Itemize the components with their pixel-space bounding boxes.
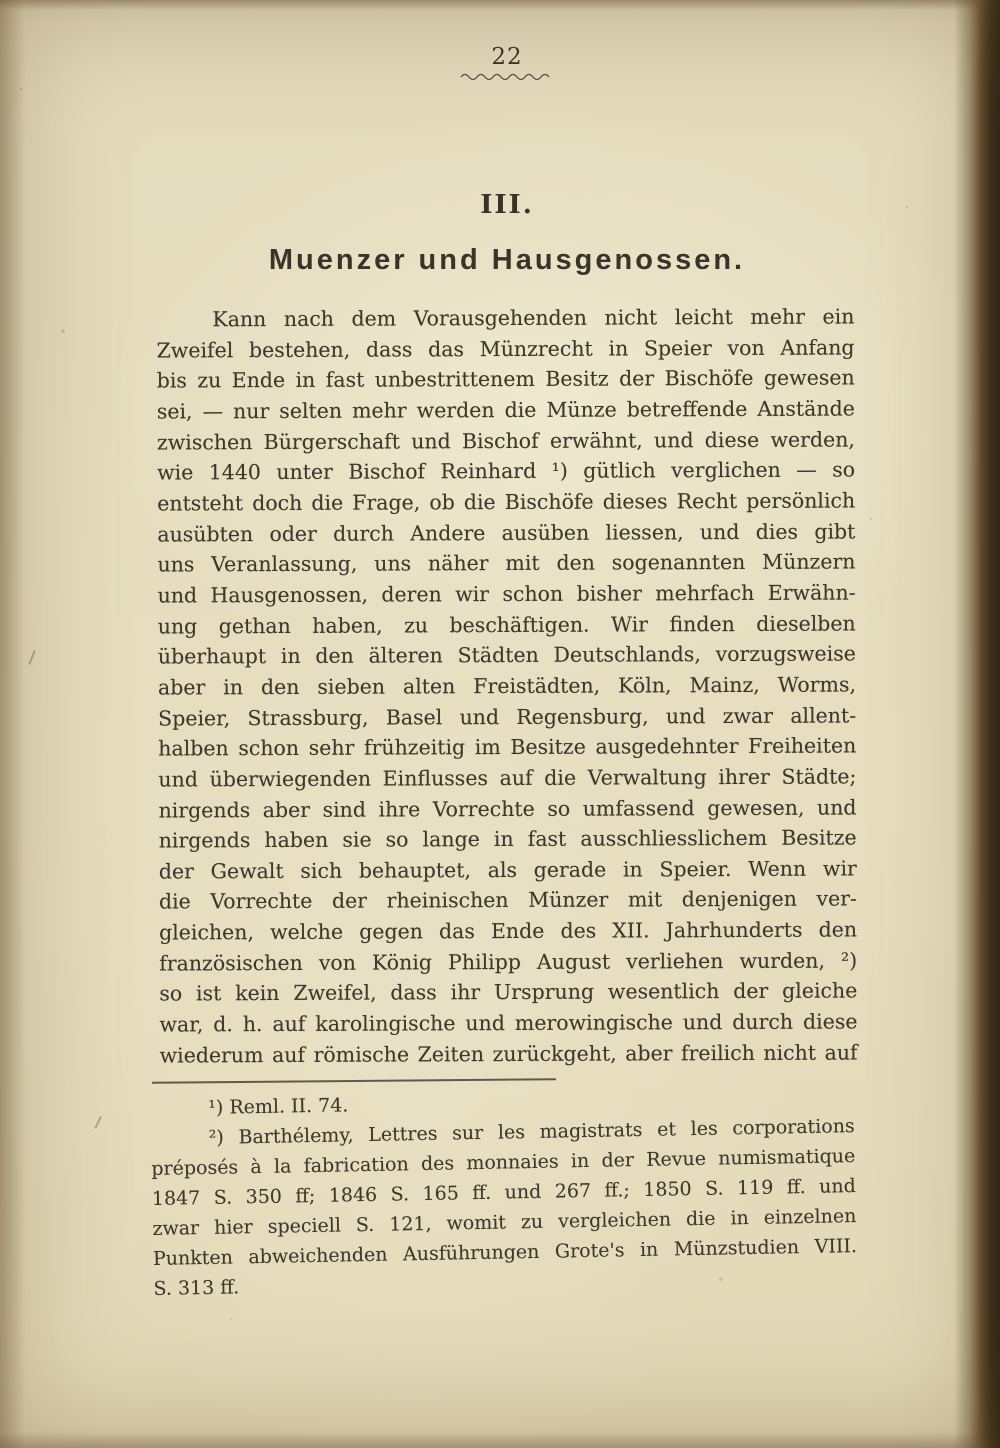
footnote-line: ²) Barthélemy, Lettres sur les magistrats et les corporations <box>208 1115 855 1149</box>
body-line: entsteht doch die Frage, ob die Bischöfe dieses Recht persönlich <box>157 488 856 516</box>
page-edge-bottom-shadow <box>0 1432 1000 1448</box>
body-line: Kann nach dem Vorausgehenden nicht leicht mehr ein <box>212 304 855 332</box>
page-header <box>158 44 856 80</box>
body-line: überhaupt in den älteren Städten Deutschlands, vorzugsweise <box>157 641 856 669</box>
body-line: französischen von König Philipp August verliehen wurden, ²) <box>159 948 858 976</box>
body-line: zwischen Bürgerschaft und Bischof erwähnt, und diese werden, <box>156 427 855 455</box>
body-line: nirgends aber sind ihre Vorrechte so umfassend gewesen, und <box>158 794 857 823</box>
page-edge-binding-shadow <box>954 0 1000 1448</box>
body-line: Speier, Strassburg, Basel und Regensburg, und zwar allent- <box>158 703 857 731</box>
body-line: wie 1440 unter Bischof Reinhard ¹) gütlich verglichen — so <box>157 457 856 485</box>
footnote-separator <box>152 1078 556 1084</box>
body-line: und Hausgenossen, deren wir schon bisher mehrfach Erwähn- <box>157 580 856 608</box>
footnote-line: 1847 S. 350 ff; 1846 S. 165 ff. und 267 ff.; 1850 S. 119 ff. und <box>151 1175 857 1210</box>
body-line: gleichen, welche gegen das Ende des XII. Jahrhunderts den <box>159 917 858 945</box>
body-line: bis zu Ende in fast unbestrittenem Besitz der Bischöfe gewesen <box>156 365 855 393</box>
page-edge-top-shadow <box>0 0 1000 10</box>
body-line: nirgends haben sie so lange in fast ausschliesslichem Besitze <box>158 825 857 853</box>
footnote-line: ¹) Reml. II. 74. <box>208 1094 349 1119</box>
body-line: und überwiegenden Einflusses auf die Verwaltung ihrer Städte; <box>158 764 857 792</box>
body-line: aber in den sieben alten Freistädten, Köln, Mainz, Worms, <box>157 672 857 700</box>
page-edge-left-shadow <box>0 0 26 1448</box>
body-line: so ist kein Zweifel, dass ihr Ursprung wesentlich der gleiche <box>159 978 858 1006</box>
footnotes <box>150 1081 858 1304</box>
body-line: sei, — nur selten mehr werden die Münze betreffende Anstände <box>156 396 855 424</box>
body-line: ung gethan haben, zu beschäftigen. Wir finden dieselben <box>157 611 856 639</box>
paper-specks <box>20 88 22 90</box>
page-number-ornament <box>459 71 555 80</box>
paper-mark <box>94 1116 101 1129</box>
paper-mark <box>28 650 35 665</box>
body-line: war, d. h. auf karolingische und merowingische und durch diese <box>159 1009 858 1037</box>
body-text <box>156 301 857 1070</box>
section-heading: III. <box>480 190 534 220</box>
chapter-title: Muenzer und Hausgenossen. <box>268 244 746 276</box>
page-number: 22 <box>491 44 523 70</box>
body-line: der Gewalt sich behauptet, als gerade in Speier. Wenn wir <box>158 856 857 884</box>
body-line: uns Veranlassung, uns näher mit den sogenannten Münzern <box>157 549 856 577</box>
footnote-line: zwar hier speciell S. 121, womit zu vergleichen die in einzelnen <box>152 1205 857 1240</box>
body-line: Zweifel bestehen, dass das Münzrecht in Speier von Anfang <box>156 335 855 363</box>
body-line: halben schon sehr frühzeitig im Besitze ausgedehnter Freiheiten <box>158 733 857 761</box>
footnote-line: préposés à la fabrication des monnaies in der Revue numismatique <box>151 1145 856 1180</box>
body-line: die Vorrechte der rheinischen Münzer mit denjenigen ver- <box>158 886 857 914</box>
footnote-line: Punkten abweichenden Ausführungen Grote's in Münzstudien VIII. <box>152 1235 858 1270</box>
body-line: ausübten oder durch Andere ausüben liessen, und dies gibt <box>157 519 856 547</box>
footnote-line: S. 313 ff. <box>153 1276 240 1300</box>
body-line: wiederum auf römische Zeiten zurückgeht, aber freilich nicht auf <box>159 1040 858 1068</box>
